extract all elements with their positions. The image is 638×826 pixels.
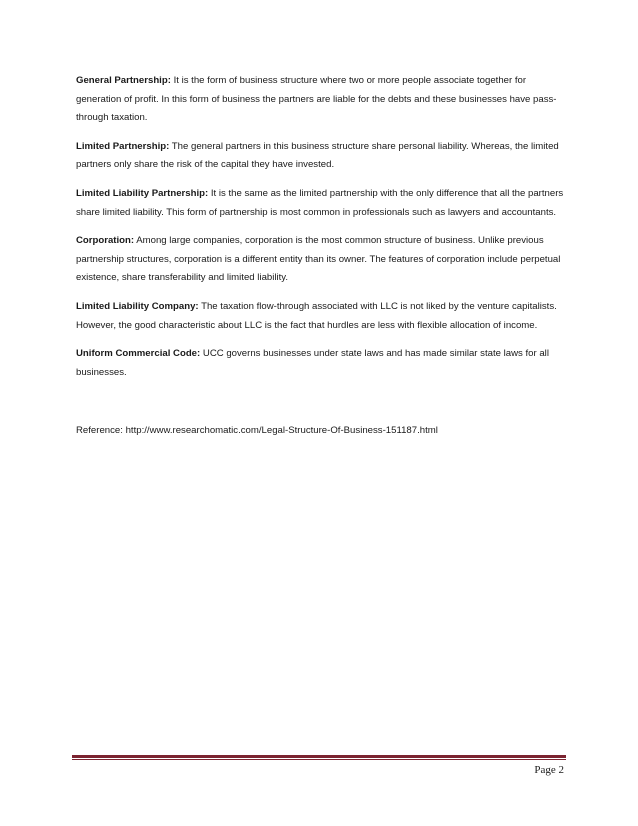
term-label: Uniform Commercial Code: (76, 348, 201, 360)
paragraph-text: It is the form of business structure where two or more people associate together for generation of profit. In this form of business the partners are liable for the debts and these businesses have pass-through taxation. (76, 75, 557, 124)
footer-rule-thin (72, 759, 566, 760)
term-label: Limited Liability Partnership: (76, 187, 209, 199)
paragraph-uniform-commercial-code (76, 345, 568, 382)
footer-rule-thick (72, 755, 566, 758)
paragraph-limited-partnership (76, 138, 568, 175)
paragraph-text: The general partners in this business structure share personal liability. Whereas, the limited partners only share the risk of the capital they have invested. (76, 140, 559, 171)
paragraph-general-partnership (76, 72, 568, 128)
body-content (76, 72, 568, 392)
term-label: Limited Liability Company: (76, 300, 199, 312)
paragraph-limited-liability-company (76, 298, 568, 335)
paragraph-text: UCC governs businesses under state laws and has made similar state laws for all businesses. (76, 348, 549, 378)
term-label: General Partnership: (76, 75, 171, 86)
term-label: Limited Partnership: (76, 140, 170, 152)
paragraph-text: The taxation flow-through associated with LLC is not liked by the venture capitalists. However, the good characteristic about LLC is the fact that hurdles are less with flexible allocation of income. (76, 300, 557, 331)
term-label: Corporation: (76, 235, 135, 247)
page-number: Page 2 (534, 764, 564, 776)
paragraph-corporation (76, 232, 568, 288)
paragraph-text: It is the same as the limited partnership with the only difference that all the partners share limited liability. This form of partnership is most common in professionals such as lawyers and accountants. (76, 187, 564, 218)
paragraph-limited-liability-partnership (76, 185, 568, 222)
reference-text: Reference: http://www.researchomatic.com/Legal-Structure-Of-Business-151187.html (76, 425, 438, 436)
paragraph-text: Among large companies, corporation is the most common structure of business. Unlike previous partnership structures, corporation is a different entity than its owner. The features of corporation include perpetual existence, share transferability and limited liability. (76, 235, 561, 284)
